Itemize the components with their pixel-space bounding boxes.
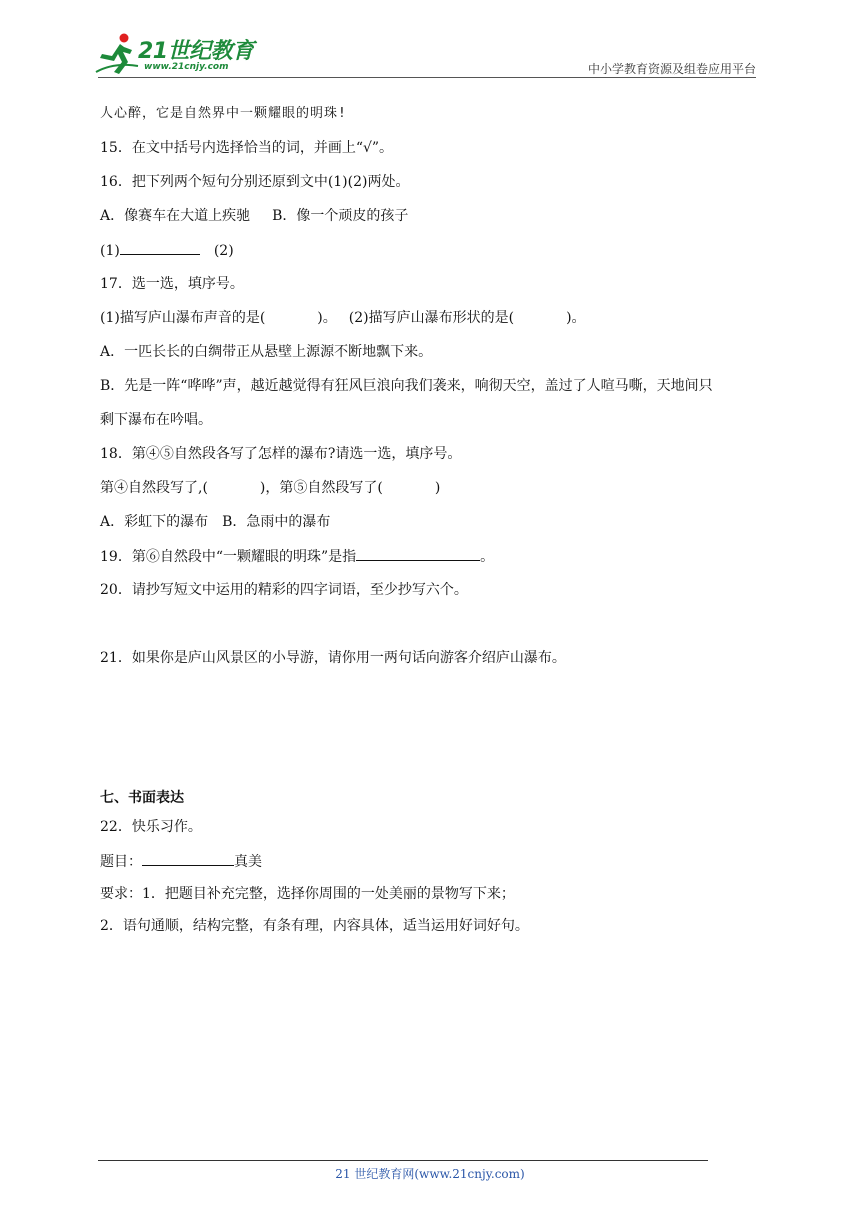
runner-logo-icon (94, 32, 140, 76)
header-divider (98, 77, 756, 78)
title-label: 题目： (100, 854, 142, 870)
question-22-requirement-2: 2．语句通顺，结构完整，有条有理，内容具体，适当运用好词好句。 (100, 918, 529, 934)
question-17-option-b-cont: 剩下瀑布在吟唱。 (100, 412, 212, 428)
q18-part2: )，第⑤自然段写了( (259, 480, 383, 496)
q19-text: 19．第⑥自然段中“一颗耀眼的明珠”是指 (100, 549, 357, 565)
question-17-fill (100, 308, 586, 328)
blank-label-1: (1) (100, 243, 120, 259)
page-header (0, 0, 860, 80)
question-20: 20．请抄写短文中运用的精彩的四字词语，至少抄写六个。 (100, 582, 468, 598)
logo-text: 21世纪教育 (138, 39, 254, 64)
option-a: A．像赛车在大道上疾驰 (100, 208, 251, 224)
question-16: 16．把下列两个短句分别还原到文中(1)(2)两处。 (100, 174, 410, 190)
question-18: 18．第④⑤自然段各写了怎样的瀑布?请选一选，填序号。 (100, 446, 462, 462)
title-blank[interactable] (142, 851, 234, 866)
q18-part1: 第④自然段写了,( (100, 480, 208, 496)
question-15: 15．在文中括号内选择恰当的词，并画上“√”。 (100, 140, 394, 156)
question-17: 17．选一选，填序号。 (100, 276, 244, 292)
question-17-option-a: A．一匹长长的白绸带正从悬壁上源源不断地飘下来。 (100, 344, 433, 360)
question-21: 21．如果你是庐山风景区的小导游，请你用一两句话向游客介绍庐山瀑布。 (100, 650, 566, 666)
answer-blank-1[interactable] (120, 240, 200, 255)
q17-part1-end: )。 (317, 310, 337, 326)
q17-part2: (2)描写庐山瀑布形状的是( (348, 310, 515, 326)
q17-part1: (1)描写庐山瀑布声音的是( (100, 310, 266, 326)
question-18-fill (100, 478, 440, 498)
question-18-options: A．彩虹下的瀑布 B．急雨中的瀑布 (100, 514, 331, 530)
platform-name: 中小学教育资源及组卷应用平台 (587, 62, 756, 76)
footer-divider (98, 1160, 708, 1161)
footer-link[interactable]: 21 世纪教育网(www.21cnjy.com) (335, 1167, 525, 1181)
title-suffix: 真美 (234, 854, 262, 870)
question-16-blanks (100, 240, 234, 261)
question-17-option-b: B．先是一阵“哗哗”声，越近越觉得有狂风巨浪向我们袭来，响彻天空，盖过了人喧马嘶，天地间只 (100, 378, 713, 394)
option-b: B．像一个顽皮的孩子 (272, 208, 409, 224)
question-19 (100, 546, 494, 567)
site-logo[interactable] (94, 32, 264, 76)
q17-part2-end: )。 (566, 310, 586, 326)
section-title-7: 七、书面表达 (100, 790, 184, 806)
question-22: 22．快乐习作。 (100, 819, 202, 835)
logo-url: www.21cnjy.com (144, 62, 229, 72)
question-22-title (100, 851, 262, 872)
question-22-requirement-1: 要求：1．把题目补充完整，选择你周围的一处美丽的景物写下来； (100, 886, 515, 902)
question-16-options (100, 206, 408, 226)
q19-end: 。 (480, 549, 495, 565)
answer-blank-19[interactable] (356, 546, 480, 561)
passage-tail: 人心醉，它是自然界中一颗耀眼的明珠! (100, 106, 347, 121)
q18-part3: ) (434, 480, 441, 496)
blank-label-2: (2) (213, 243, 234, 259)
